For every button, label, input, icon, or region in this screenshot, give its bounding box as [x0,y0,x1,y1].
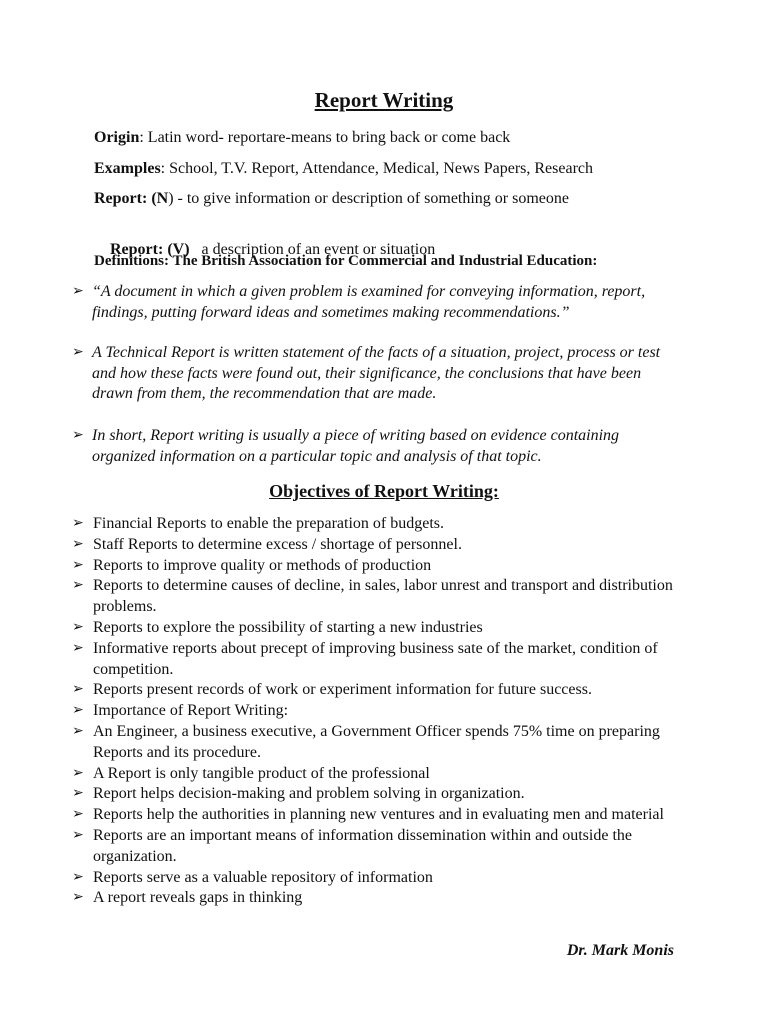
origin-line [94,128,510,148]
objective-item [72,576,682,618]
report-noun-text: ) - to give information or description of something or someone [168,190,570,207]
objective-text: Financial Reports to enable the preparation of budgets. [93,515,445,532]
arrow-bullet-icon: ➢ [72,557,84,573]
objective-text: Reports help the authorities in planning new ventures and in evaluating men and material [93,806,664,824]
objective-item [72,722,682,764]
report-noun-label: Report: (N [94,190,169,207]
page-title: Report Writing [314,88,454,112]
objective-item [72,826,682,868]
objective-text: Importance of Report Writing: [93,702,289,720]
objective-item [72,535,682,556]
arrow-bullet-icon: ➢ [72,723,84,739]
objective-item [72,868,682,889]
objective-text: Reports to explore the possibility of starting a new industries [93,618,483,636]
arrow-bullet-icon: ➢ [72,765,84,781]
origin-text: : Latin word- reportare-means to bring back or come back [139,129,511,146]
objective-item [72,618,682,639]
examples-line [94,159,593,179]
origin-label: Origin [94,129,140,146]
objective-item [72,639,682,681]
report-noun-line [94,189,569,209]
author-signature: Dr. Mark Monis [566,942,674,959]
report-verb-text: a description of an event or situation [189,241,436,258]
arrow-bullet-icon: ➢ [72,807,84,823]
objectives-title: Objectives of Report Writing: [269,481,499,501]
objective-text: Reports to improve quality or methods of production [93,556,432,574]
objective-text: Reports serve as a valuable repository of information [93,868,433,886]
objective-item [72,680,682,701]
arrow-bullet-icon: ➢ [72,578,84,594]
arrow-bullet-icon: ➢ [72,345,84,360]
objective-text: A report reveals gaps in thinking [93,889,303,907]
objective-item [72,784,682,805]
arrow-bullet-icon: ➢ [72,703,84,719]
objective-item [72,888,682,909]
objective-text: Informative reports about precept of improving business sate of the market, condition of competition. [93,639,658,678]
objective-text: A Report is only tangible product of the professional [93,764,430,782]
objective-text: An Engineer, a business executive, a Government Officer spends 75% time on preparing Reports and its procedure. [93,722,660,761]
definitions-heading: Definitions: The British Association for Commercial and Industrial Education: [94,253,598,269]
arrow-bullet-icon: ➢ [72,640,84,656]
arrow-bullet-icon: ➢ [72,827,84,843]
definition-text: A Technical Report is written statement of the facts of a situation, project, process or test and how these facts were found out, their significance, the conclusions that have been drawn from them, the recommendation that are made. [92,344,661,403]
arrow-bullet-icon: ➢ [72,536,84,552]
definition-item [72,343,682,405]
objective-item [72,701,682,722]
definition-text: In short, Report writing is usually a piece of writing based on evidence containing organized information on a particular topic and analysis of that topic. [92,427,620,465]
arrow-bullet-icon: ➢ [72,869,84,885]
arrow-bullet-icon: ➢ [72,786,84,802]
objective-item [72,764,682,785]
objective-text: Reports present records of work or experiment information for future success. [93,681,592,699]
objective-text: Reports are an important means of information dissemination within and outside the organization. [93,826,632,865]
objective-item [72,514,682,535]
definition-item [72,282,682,323]
objective-text: Reports to determine causes of decline, in sales, labor unrest and transport and distribution problems. [93,577,673,616]
objective-item [72,556,682,577]
report-verb-line [94,220,435,280]
definition-text: “A document in which a given problem is examined for conveying information, report, findings, putting forward ideas and sometimes making recommendations.” [92,283,646,321]
arrow-bullet-icon: ➢ [72,890,84,906]
objective-item [72,805,682,826]
definition-item [72,426,682,467]
arrow-bullet-icon: ➢ [72,284,84,299]
objective-text: Report helps decision-making and problem solving in organization. [93,785,525,803]
objective-text: Staff Reports to determine excess / shortage of personnel. [93,535,462,553]
examples-text: : School, T.V. Report, Attendance, Medical, News Papers, Research [160,160,594,177]
arrow-bullet-icon: ➢ [72,516,84,531]
examples-label: Examples [94,160,161,177]
arrow-bullet-icon: ➢ [72,428,84,443]
arrow-bullet-icon: ➢ [72,619,84,635]
report-verb-label: Report: (V) [110,241,190,258]
arrow-bullet-icon: ➢ [72,682,84,698]
objectives-list [72,514,682,909]
